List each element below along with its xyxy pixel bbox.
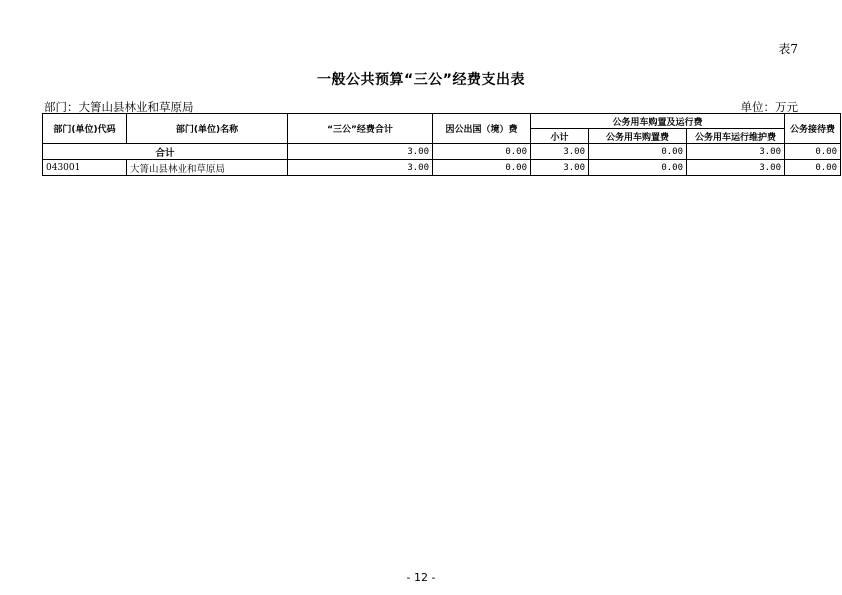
subtotal-cell: 3.00 (531, 160, 589, 176)
total-label: 合计 (43, 144, 288, 160)
vehicle-purchase-cell: 0.00 (589, 160, 687, 176)
header-vehicle-purchase: 公务用车购置费 (589, 129, 687, 144)
header-total: “三公”经费合计 (288, 114, 433, 144)
department-label: 部门：大箐山县林业和草原局 (44, 100, 194, 114)
abroad-cell: 0.00 (433, 144, 531, 160)
unit-label: 单位：万元 (740, 100, 798, 114)
dept-name-cell: 大箐山县林业和草原局 (127, 160, 288, 176)
header-vehicle-group: 公务用车购置及运行费 (531, 114, 785, 129)
total-cell: 3.00 (288, 144, 433, 160)
header-reception: 公务接待费 (785, 114, 841, 144)
abroad-cell: 0.00 (433, 160, 531, 176)
header-subtotal: 小计 (531, 129, 589, 144)
header-dept-name: 部门(单位)名称 (127, 114, 288, 144)
subtotal-cell: 3.00 (531, 144, 589, 160)
header-vehicle-operation: 公务用车运行维护费 (687, 129, 785, 144)
header-abroad: 因公出国（境）费 (433, 114, 531, 144)
dept-code-cell: 043001 (43, 160, 127, 176)
vehicle-operation-cell: 3.00 (687, 160, 785, 176)
total-cell: 3.00 (288, 160, 433, 176)
page-number: - 12 - (406, 571, 436, 584)
page-title: 一般公共预算“三公”经费支出表 (317, 72, 525, 88)
expenditure-table (42, 113, 841, 176)
total-row (43, 144, 841, 160)
vehicle-purchase-cell: 0.00 (589, 144, 687, 160)
header-dept-code: 部门(单位)代码 (43, 114, 127, 144)
table-number: 表7 (778, 42, 798, 56)
table-row (43, 160, 841, 176)
reception-cell: 0.00 (785, 144, 841, 160)
reception-cell: 0.00 (785, 160, 841, 176)
vehicle-operation-cell: 3.00 (687, 144, 785, 160)
